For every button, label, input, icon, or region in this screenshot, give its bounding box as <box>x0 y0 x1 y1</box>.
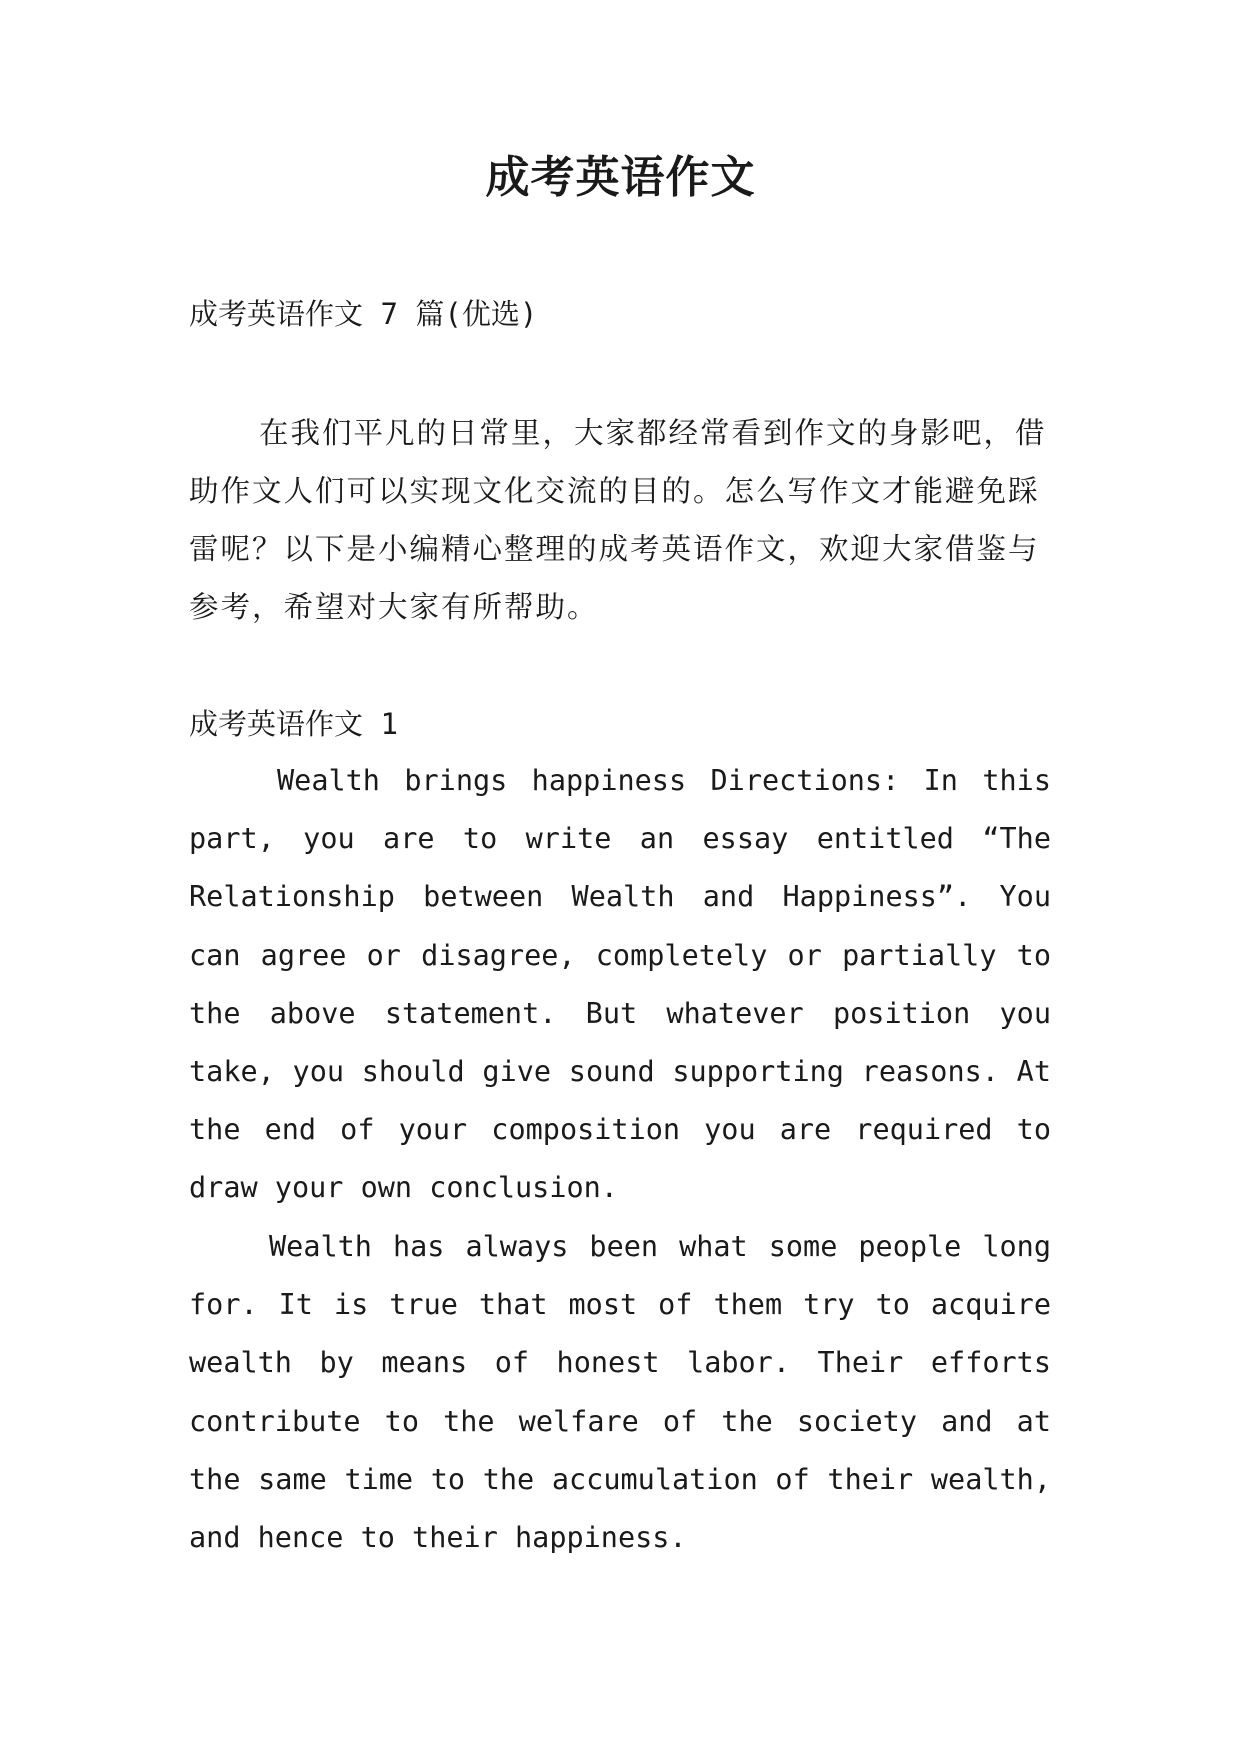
document-title: 成考英语作文 <box>485 152 756 203</box>
section-heading: 成考英语作文 1 <box>189 707 398 741</box>
intro-paragraph: 在我们平凡的日常里，大家都经常看到作文的身影吧，借助作文人们可以实现文化交流的目的。怎么写作文才能避免踩雷呢？以下是小编精心整理的成考英语作文，欢迎大家借鉴与参考，希望对大家有所帮助。 <box>189 416 1047 624</box>
essay-paragraph-body: Wealth has always been what some people long for. It is true that most of them try to acquire wealth by means of honest labor. Their efforts contribute to the welfare of the society and at the same time to the accumulation of their wealth, and hence to their happiness. <box>189 1230 1051 1555</box>
essay-paragraph-directions: Wealth brings happiness Directions: In this part, you are to write an essay entitled “The Relationship between Wealth and Happiness”. You can agree or disagree, completely or partially to the above statement. But whatever position you take, you should give sound supporting reasons. At the end of your composition you are required to draw your own conclusion. <box>189 764 1051 1205</box>
document-subtitle: 成考英语作文 7 篇(优选) <box>189 297 538 331</box>
